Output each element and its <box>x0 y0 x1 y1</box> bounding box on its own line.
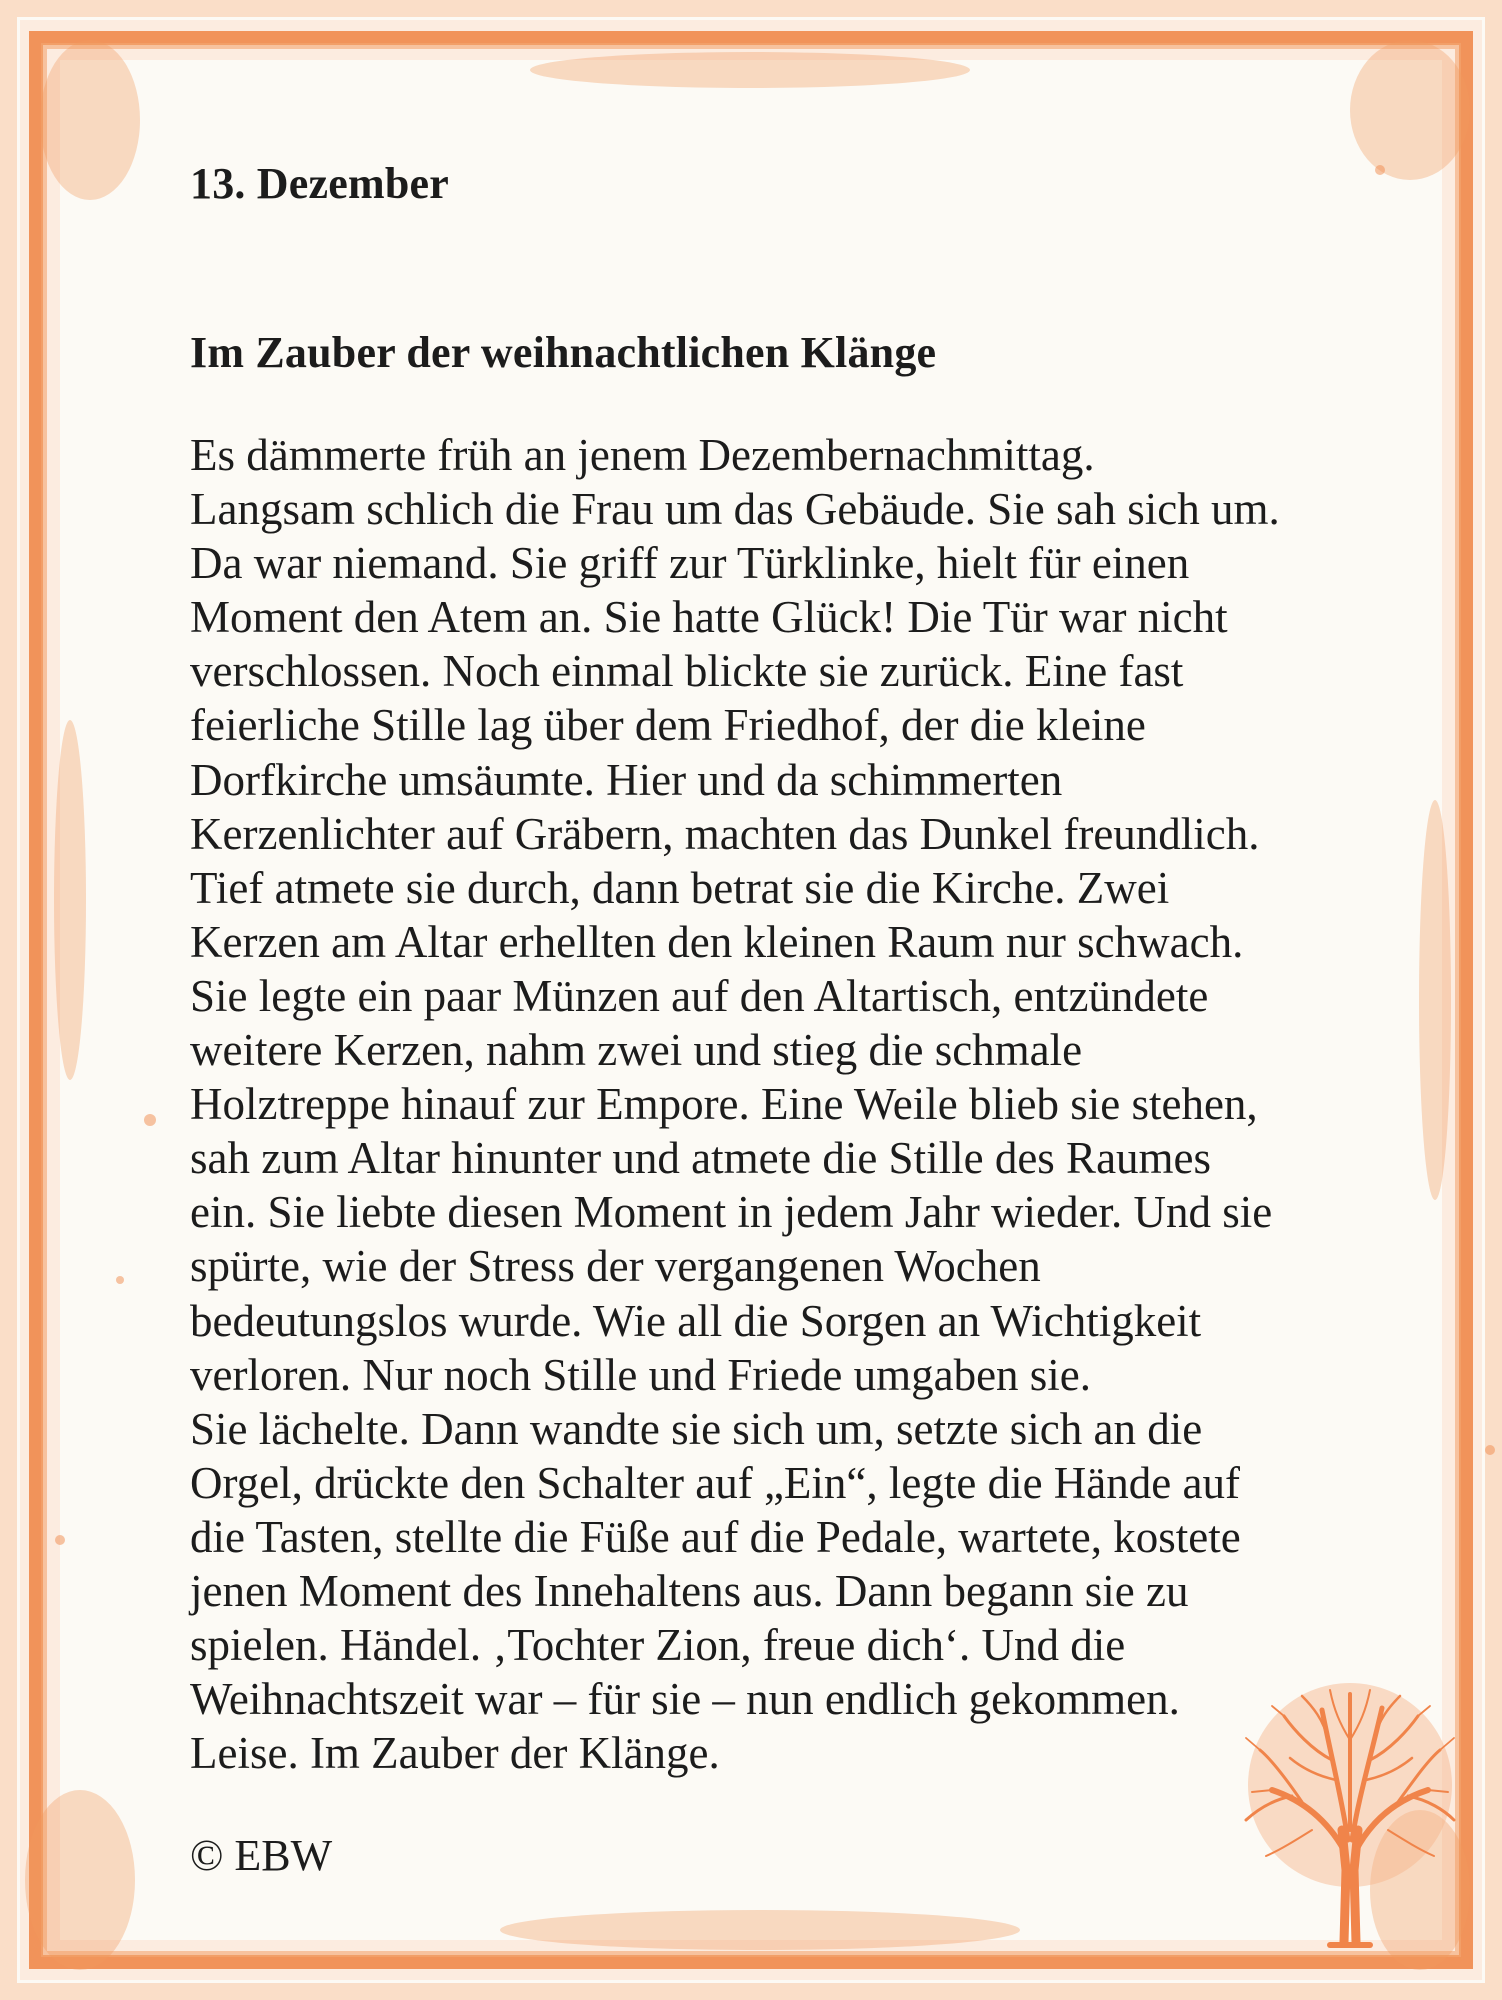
text-line: Weihnachtszeit war – für sie – nun endlich gekommen. <box>190 1674 1180 1725</box>
text-line: ein. Sie liebte diesen Moment in jedem Jahr wieder. Und sie <box>190 1187 1273 1238</box>
text-line: Dorfkirche umsäumte. Hier und da schimmerten <box>190 754 1063 805</box>
date-heading: 13. Dezember <box>190 159 449 208</box>
text-line: Es dämmerte früh an jenem Dezembernachmittag. <box>190 430 1095 480</box>
copyright-notice: © EBW <box>190 1831 333 1881</box>
text-line: bedeutungslos wurde. Wie all die Sorgen an Wichtigkeit <box>190 1295 1202 1346</box>
story-text <box>190 428 1340 1780</box>
story-title: Im Zauber der weihnachtlichen Klänge <box>190 328 937 377</box>
text-line: jenen Moment des Innehaltens aus. Dann begann sie zu <box>190 1565 1189 1616</box>
text-line: die Tasten, stellte die Füße auf die Pedale, wartete, kostete <box>190 1511 1241 1562</box>
text-line: Langsam schlich die Frau um das Gebäude. Sie sah sich um. <box>190 484 1280 535</box>
text-line: Orgel, drückte den Schalter auf „Ein“, legte die Hände auf <box>190 1457 1240 1508</box>
document-body <box>190 150 1340 1881</box>
text-line: Tief atmete sie durch, dann betrat sie die Kirche. Zwei <box>190 862 1170 913</box>
text-line: verschlossen. Noch einmal blickte sie zurück. Eine fast <box>190 646 1184 697</box>
text-line: Holztreppe hinauf zur Empore. Eine Weile blieb sie stehen, <box>190 1079 1258 1130</box>
text-line: Leise. Im Zauber der Klänge. <box>190 1728 720 1779</box>
text-line: sah zum Altar hinunter und atmete die Stille des Raumes <box>190 1133 1212 1184</box>
text-line: Moment den Atem an. Sie hatte Glück! Die Tür war nicht <box>190 592 1228 643</box>
text-line: spielen. Händel. ‚Tochter Zion, freue dich‘. Und die <box>190 1620 1126 1671</box>
text-line: Kerzen am Altar erhellten den kleinen Raum nur schwach. <box>190 916 1244 967</box>
text-line: Sie legte ein paar Münzen auf den Altartisch, entzündete <box>190 970 1209 1021</box>
text-line: Kerzenlichter auf Gräbern, machten das Dunkel freundlich. <box>190 808 1260 859</box>
text-line: spürte, wie der Stress der vergangenen Wochen <box>190 1241 1041 1292</box>
text-line: weitere Kerzen, nahm zwei und stieg die schmale <box>190 1025 1083 1076</box>
tree-icon <box>1232 1680 1468 1950</box>
text-line: verloren. Nur noch Stille und Friede umgaben sie. <box>190 1349 1092 1400</box>
text-line: Da war niemand. Sie griff zur Türklinke, hielt für einen <box>190 538 1190 589</box>
text-line: Sie lächelte. Dann wandte sie sich um, setzte sich an die <box>190 1403 1203 1454</box>
text-line: feierliche Stille lag über dem Friedhof, der die kleine <box>190 700 1146 751</box>
